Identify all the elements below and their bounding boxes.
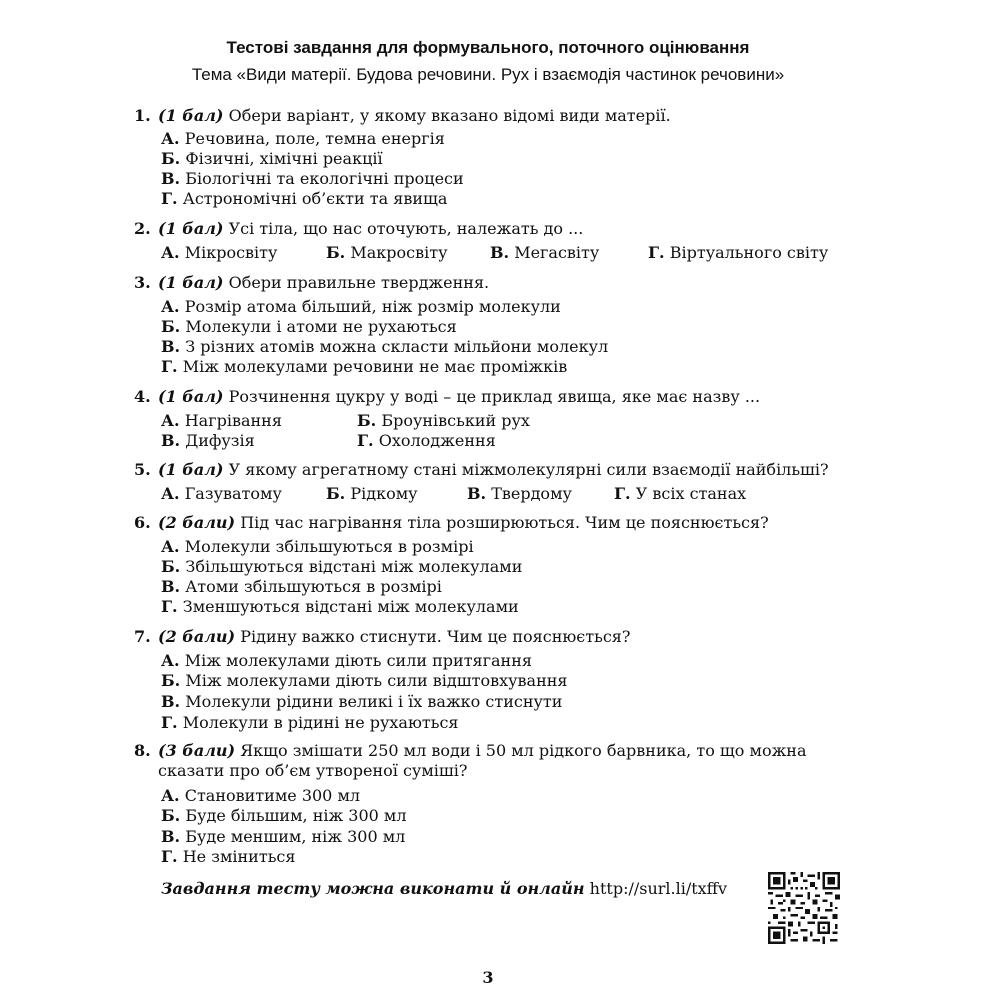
answer-option[interactable]: Б. Буде більшим, ніж 300 мл bbox=[161, 806, 407, 825]
answer-option[interactable]: А. Речовина, поле, темна енергія bbox=[161, 129, 445, 148]
question-text: Обери варіант, у якому вказано відомі види матерії. bbox=[228, 106, 671, 125]
answer-option[interactable]: А. Розмір атома більший, ніж розмір молекули bbox=[161, 297, 561, 316]
question-points: (1 бал) bbox=[158, 219, 224, 238]
question-text: Розчинення цукру у воді – це приклад явища, яке має назву ... bbox=[228, 387, 761, 406]
answer-option[interactable]: А. Газуватому bbox=[161, 484, 282, 503]
answer-option[interactable]: В. Атоми збільшуються в розмірі bbox=[161, 577, 442, 596]
answer-option[interactable]: Б. Молекули і атоми не рухаються bbox=[161, 317, 457, 336]
answer-option[interactable]: Б. Рідкому bbox=[326, 484, 418, 503]
online-note-text: Завдання тесту можна виконати й онлайн bbox=[161, 879, 585, 898]
question-number: 1. bbox=[134, 106, 151, 125]
answer-option[interactable]: А. Нагрівання bbox=[161, 411, 282, 430]
answer-option[interactable]: В. Буде меншим, ніж 300 мл bbox=[161, 827, 406, 846]
qr-code-icon bbox=[768, 872, 840, 944]
question-text: Якщо змішати 250 мл води і 50 мл рідкого барвника, то що можна bbox=[240, 741, 807, 760]
question-points: (1 бал) bbox=[158, 106, 224, 125]
answer-option[interactable]: В. З різних атомів можна скласти мільйони молекул bbox=[161, 337, 609, 356]
answer-option[interactable]: Г. У всіх станах bbox=[614, 484, 747, 503]
question-points: (1 бал) bbox=[158, 273, 224, 292]
answer-option[interactable]: В. Твердому bbox=[467, 484, 572, 503]
online-note bbox=[161, 879, 727, 899]
answer-option[interactable]: Г. Між молекулами речовини не має проміжків bbox=[161, 357, 568, 376]
answer-option[interactable]: В. Біологічні та екологічні процеси bbox=[161, 169, 464, 188]
question-number: 3. bbox=[134, 273, 151, 292]
question-number: 8. bbox=[134, 741, 151, 760]
question-text: Під час нагрівання тіла розширюються. Чим це пояснюється? bbox=[240, 513, 769, 532]
question-number: 2. bbox=[134, 219, 151, 238]
answer-option[interactable]: Г. Астрономічні об’єкти та явища bbox=[161, 189, 448, 208]
answer-option[interactable]: Б. Броунівський рух bbox=[357, 411, 530, 430]
answer-option[interactable]: Г. Зменшуються відстані між молекулами bbox=[161, 597, 519, 616]
online-test-link[interactable]: http://surl.li/txffv bbox=[589, 879, 728, 898]
page-title: Тестові завдання для формувального, поточного оцінювання bbox=[226, 38, 750, 57]
question-text: Усі тіла, що нас оточують, належать до ... bbox=[228, 219, 584, 238]
question-number: 4. bbox=[134, 387, 151, 406]
question-number: 5. bbox=[134, 460, 151, 479]
question-points: (3 бали) bbox=[158, 741, 236, 760]
question-number: 6. bbox=[134, 513, 151, 532]
answer-option[interactable]: А. Між молекулами діють сили притягання bbox=[161, 651, 532, 670]
question-points: (2 бали) bbox=[158, 513, 236, 532]
answer-option[interactable]: В. Молекули рідини великі і їх важко стиснути bbox=[161, 692, 563, 711]
page-number: 3 bbox=[482, 968, 494, 987]
question-number: 7. bbox=[134, 627, 151, 646]
answer-option[interactable]: А. Молекули збільшуються в розмірі bbox=[161, 537, 474, 556]
answer-option[interactable]: А. Мікросвіту bbox=[161, 243, 278, 262]
answer-option[interactable]: Г. Охолодження bbox=[357, 431, 496, 450]
answer-option[interactable]: Б. Між молекулами діють сили відштовхування bbox=[161, 671, 568, 690]
question-points: (1 бал) bbox=[158, 460, 224, 479]
question-points: (2 бали) bbox=[158, 627, 236, 646]
question-text-continued: сказати про об’єм утвореної суміші? bbox=[158, 761, 468, 780]
answer-option[interactable]: Г. Віртуального світу bbox=[648, 243, 829, 262]
question-text: Обери правильне твердження. bbox=[228, 273, 490, 292]
question-points: (1 бал) bbox=[158, 387, 224, 406]
answer-option[interactable]: Г. Молекули в рідині не рухаються bbox=[161, 713, 459, 732]
question-text: У якому агрегатному стані міжмолекулярні сили взаємодії найбільші? bbox=[228, 460, 829, 479]
page-subtitle: Тема «Види матерії. Будова речовини. Рух і взаємодія частинок речовини» bbox=[191, 65, 785, 84]
answer-option[interactable]: Б. Збільшуються відстані між молекулами bbox=[161, 557, 523, 576]
answer-option[interactable]: Б. Фізичні, хімічні реакції bbox=[161, 149, 383, 168]
answer-option[interactable]: Б. Макросвіту bbox=[326, 243, 448, 262]
answer-option[interactable]: Г. Не зміниться bbox=[161, 847, 296, 866]
answer-option[interactable]: В. Мегасвіту bbox=[490, 243, 600, 262]
question-text: Рідину важко стиснути. Чим це пояснюється? bbox=[240, 627, 631, 646]
answer-option[interactable]: А. Становитиме 300 мл bbox=[161, 786, 361, 805]
answer-option[interactable]: В. Дифузія bbox=[161, 431, 255, 450]
